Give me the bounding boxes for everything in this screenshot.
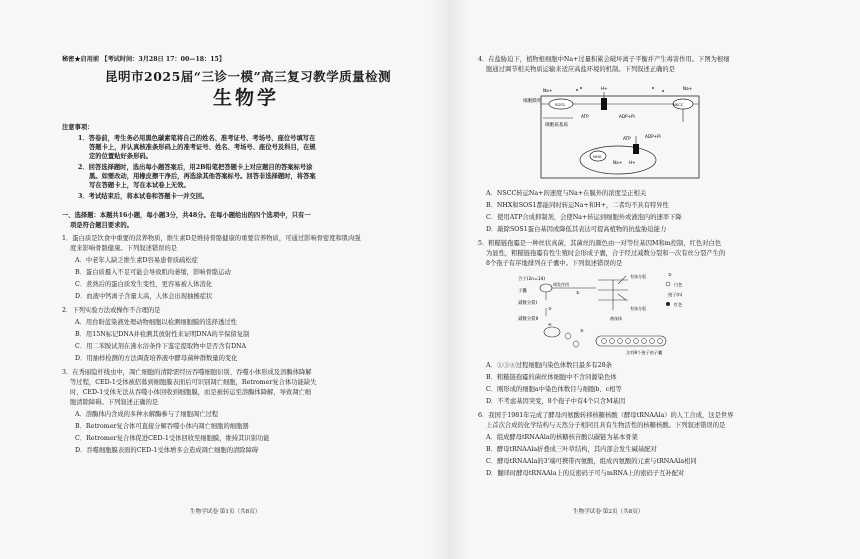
question-5-stem: 5．粗糙链孢霉是一种丝状真菌，其菌丝的颜色由一对等位基因M和m控制，红色对白色 — [478, 240, 722, 247]
question-5-option: C．刚形成的细胞a中染色体数目与细胞b、c相等 — [486, 386, 622, 393]
proton-pump — [601, 98, 607, 110]
svg-text:⑤: ⑤ — [580, 328, 584, 333]
question-1-option: B．蛋白质摄入不足可能会导致肌肉萎缩，影响骨骼运动 — [75, 269, 231, 276]
question-3-stem: 胞清除障碍。下列叙述正确的是 — [70, 399, 159, 406]
svg-text:②: ② — [668, 272, 672, 277]
svg-text:H+: H+ — [629, 160, 636, 165]
svg-text:Na+: Na+ — [543, 88, 553, 93]
svg-text:红色: 红色 — [674, 302, 683, 307]
notice-heading: 注意事项： — [62, 124, 94, 131]
question-3-option: C．Retromer复合体促进CED-1受体回收至细胞膜，维持其识别功能 — [75, 435, 270, 442]
notice-line: 1．答卷前，考生务必用黑色碳素笔将自己的姓名、准考证号、考场号、座位号填写在 — [78, 135, 316, 142]
question-3-option: B．Retromer复合体可直接分解吞噬小体内凋亡细胞的细胞器 — [75, 423, 249, 430]
exam-title: 昆明市2025届“三诊一模”高三复习教学质量检测 — [105, 69, 392, 84]
section-heading: 一、选择题：本题共16小题，每小题3分，共48分。在每小题给出的四个选项中，只有一 — [62, 212, 311, 219]
fungus-life-cycle-diagram — [518, 270, 728, 358]
svg-text:合子(2n=14): 合子(2n=14) — [518, 277, 546, 282]
notice-line: 黑。如需改动，用橡皮擦干净后，再选涂其他答案标号。回答非选择题时，将答案 — [89, 173, 316, 180]
question-5-option: B．粗糙链孢霉的菌丝体细胞中不含同源染色体 — [486, 374, 617, 381]
question-5-stem: 为显性，粗糙链孢霉有性生殖时会形成子囊，合子经过减数分裂和一次有丝分裂产生的 — [486, 250, 726, 257]
svg-text:减数分裂I: 减数分裂I — [518, 301, 537, 306]
question-1-option: A．中老年人缺乏维生素D容易患骨质疏松症 — [75, 257, 198, 264]
section-heading: 项是符合题目要求的。 — [70, 222, 133, 229]
svg-text:有丝分裂: 有丝分裂 — [630, 274, 646, 279]
question-4-stem: 胞通过调节相关物质运输来适应高盐环境的机制。下列叙述正确的是 — [486, 66, 675, 73]
question-4-option: C．使用ATP合成抑制剂，会使Na+转运到细胞外或液泡内的速率下降 — [486, 214, 682, 221]
svg-text:NSCC: NSCC — [673, 102, 684, 107]
question-2-option: C．用二苯胺试剂在沸水浴条件下鉴定提取物中是否含有DNA — [75, 343, 247, 350]
svg-text:③: ③ — [548, 306, 552, 311]
svg-text:含有8个孢子的子囊: 含有8个孢子的子囊 — [626, 350, 663, 355]
notice-line: 2．回答选择题时，选出每小题答案后，用2B铅笔把答题卡上对应题目的答案标号涂 — [78, 164, 313, 171]
question-2-option: A．用台盼蓝染液处理动物细胞以检测细胞膜的选择透过性 — [75, 319, 237, 326]
svg-text:孢子(n): 孢子(n) — [668, 292, 683, 297]
svg-text:细胞质基质: 细胞质基质 — [545, 123, 568, 128]
page-footer: 生物学试卷·第2页（共8页） — [573, 509, 644, 515]
question-6-stem: 6．我国于1981年完成了酵母丙氨酸转移核糖核酸（酵母tRNAAla）的人工合成，这是世界 — [478, 412, 734, 419]
svg-text:减数分裂II: 减数分裂II — [518, 317, 539, 322]
svg-text:子囊: 子囊 — [518, 289, 527, 294]
svg-text:H+: H+ — [601, 86, 608, 91]
root-cell-ion-transport-diagram — [523, 82, 713, 182]
confidential-header: 秘密★启用前 【考试时间：3月28日 17：00—18：15】 — [62, 56, 226, 63]
question-5-stem: 8个孢子有序地排列在子囊中。下列叙述错误的是 — [486, 260, 623, 267]
svg-text:菌丝体: 菌丝体 — [610, 316, 622, 321]
question-3-option: A．溶酶体内含成的多种水解酶参与了细胞凋亡过程 — [75, 411, 219, 418]
question-6-option: A．组成酵母tRNAAla的核糖核苷酸以碳链为基本骨架 — [486, 434, 638, 441]
question-6-option: C．酵母tRNAAla的3'端可携带丙氨酸，组成丙氨酸的元素与tRNAAla相同 — [486, 458, 697, 465]
svg-text:白色: 白色 — [674, 282, 683, 287]
question-2-option: B．用15N标记DNA并检测其放射性来证明DNA的半保留复制 — [75, 331, 250, 338]
svg-text:①: ① — [576, 290, 580, 295]
vacuole-pump — [633, 144, 639, 154]
svg-text:细胞膜外: 细胞膜外 — [523, 99, 542, 104]
page-fold-shadow — [430, 0, 470, 559]
svg-text:NHX: NHX — [593, 154, 602, 159]
notice-line: 3．考试结束后，将本试卷和答题卡一并交回。 — [78, 193, 209, 200]
question-2-stem: 2．下列实验方法或操作不合理的是 — [62, 307, 161, 314]
svg-text:ADP+Pi: ADP+Pi — [645, 134, 661, 139]
svg-text:ATP: ATP — [581, 114, 589, 119]
question-6-option: B．酵母tRNAAla折叠成三叶草结构，其内部会发生碱基配对 — [486, 446, 657, 453]
question-3-option: D．吞噬细胞膜表面的CED-1受体增多会造成凋亡细胞的清除障碍 — [75, 447, 259, 454]
svg-text:ADP+Pi: ADP+Pi — [619, 114, 635, 119]
svg-text:ATP: ATP — [623, 136, 631, 141]
question-4-option: A．NSCC转运Na+的速度与Na+在膜外的浓度呈正相关 — [486, 190, 647, 197]
question-3-stem: 3．在秀丽隐杆线虫中，凋亡细胞的清除需经历吞噬细胞识别、吞噬小体形成及溶酶体降解 — [62, 369, 312, 376]
notice-line: 写在答题卡上，写在本试卷上无效。 — [89, 182, 190, 189]
question-6-option: D．翻译时酵母tRNAAla上的反密码子可与mRNA上的密码子互补配对 — [486, 470, 685, 477]
svg-text:SOS1: SOS1 — [555, 102, 566, 107]
question-5-option: A．①③④过程细胞内染色体数目最多有28条 — [486, 362, 612, 369]
question-5-option: D．不考虑基因突变，8个孢子中有4个只含M基因 — [486, 398, 626, 405]
question-4-option: D．敲除SOS1蛋白基因或降低其表达可提高植物的抗盐胁迫能力 — [486, 226, 667, 233]
svg-text:Na+: Na+ — [683, 86, 693, 91]
page-footer: 生物学试卷·第1页（共8页） — [190, 509, 261, 515]
question-2-option: D．用抽样检测的方法调查培养液中酵母菌种群数量的变化 — [75, 355, 238, 362]
page-1 — [62, 0, 425, 559]
question-1-option: D．血液中钙离子含量太高，人体会出现抽搐症状 — [75, 293, 213, 300]
svg-text:有丝分裂: 有丝分裂 — [630, 306, 646, 311]
question-1-stem: 度来影响骨骼健康。下列叙述错误的是 — [70, 245, 178, 252]
svg-text:Na+: Na+ — [613, 160, 623, 165]
question-6-stem: 上首次合成的化学结构与天然分子相同且具有生物活性的核糖核酸。下列叙述错误的是 — [486, 422, 726, 429]
svg-text:④: ④ — [548, 322, 552, 327]
question-3-stem: 等过程，CED-1受体被招募到细胞膜表面后可识别凋亡细胞，Retromer复合体功能缺失 — [70, 379, 317, 386]
question-3-stem: 时，CED-1受体无法从吞噬小体回收到细胞膜，而是被转运至溶酶体降解，导致凋亡细 — [70, 389, 312, 396]
svg-text:萌发作用: 萌发作用 — [553, 282, 569, 287]
page-2 — [478, 0, 808, 559]
subject-title: 生物学 — [213, 87, 280, 109]
question-1-stem: 1．蛋白质是饮食中重要的营养物质，维生素D是维持骨骼健康的重要营养物质，可通过影响骨密度和肌肉强 — [62, 235, 361, 242]
notice-line: 定的位置贴好条形码。 — [89, 153, 152, 160]
question-4-stem: 4．在盐胁迫下，植物根细胞中Na+过量积累会破坏离子平衡并产生毒害作用。下图为根细 — [478, 56, 730, 63]
question-4-option: B．NHX和SOS1都能同时转运Na+和H+，二者均不具有特异性 — [486, 202, 669, 209]
question-1-option: C．煮熟后的蛋白质发生变性，更容易被人体消化 — [75, 281, 213, 288]
notice-line: 答题卡上，并认真核准条形码上的准考证号、姓名、考场号、座位号及科目，在规 — [89, 144, 316, 151]
